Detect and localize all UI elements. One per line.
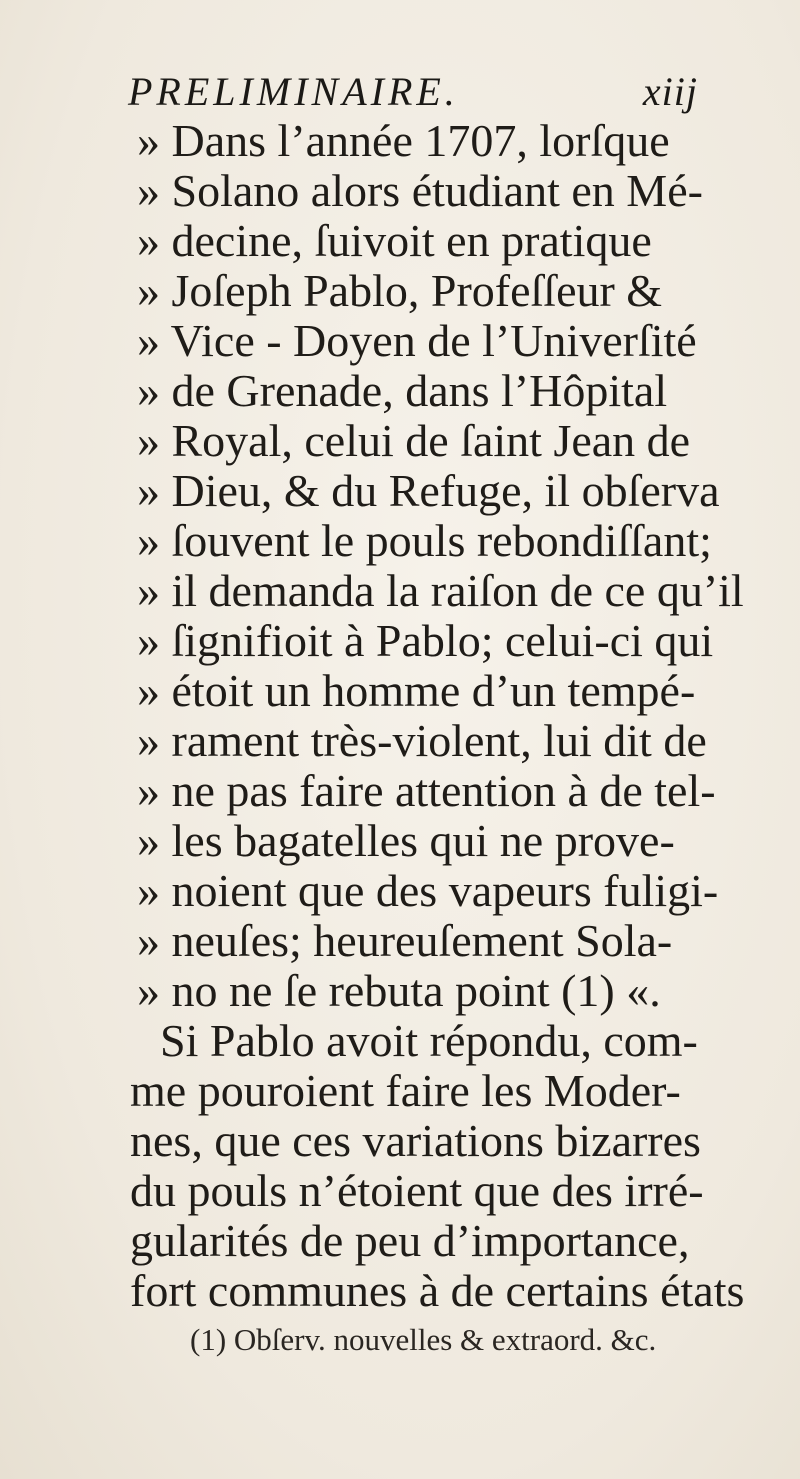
text-line: fort communes à de certains états — [130, 1265, 745, 1316]
text-line: » decine, ſuivoit en pratique — [137, 215, 652, 266]
text-line: » Joſeph Pablo, Profeſſeur & — [137, 265, 663, 316]
text-line: gularités de peu d’importance, — [130, 1215, 690, 1266]
text-line: » Dieu, & du Refuge, il obſerva — [137, 465, 720, 516]
text-line: » ne pas faire attention à de tel- — [137, 765, 716, 816]
text-line: » les bagatelles qui ne prove- — [137, 815, 675, 866]
text-line: » de Grenade, dans l’Hôpital — [137, 365, 668, 416]
text-line: » il demanda la raiſon de ce qu’il — [137, 565, 744, 616]
text-line: » Vice - Doyen de l’Univerſité — [137, 315, 697, 366]
text-line: » no ne ſe rebuta point (1) «. — [137, 965, 661, 1016]
text-line: » noient que des vapeurs fuligi- — [137, 865, 719, 916]
text-line: » neuſes; heureuſement Sola- — [137, 915, 673, 966]
text-line: du pouls n’étoient que des irré- — [130, 1165, 704, 1216]
page-number: xiij — [642, 69, 698, 114]
text-line: Si Pablo avoit répondu, com- — [160, 1015, 698, 1066]
text-line: » rament très-violent, lui dit de — [137, 715, 707, 766]
text-line: » Solano alors étudiant en Mé- — [137, 165, 703, 216]
text-line: » Dans l’année 1707, lorſque — [137, 115, 670, 166]
text-line: » Royal, celui de ſaint Jean de — [137, 415, 691, 466]
text-line: » ſouvent le pouls rebondiſſant; — [137, 515, 712, 566]
text-line: me pouroient faire les Moder- — [130, 1065, 681, 1116]
running-title: PRELIMINAIRE. — [128, 69, 459, 114]
running-head — [128, 68, 698, 115]
footnote: (1) Obſerv. nouvelles & extraord. &c. — [190, 1322, 657, 1357]
text-line: » ſignifioit à Pablo; celui-ci qui — [137, 615, 714, 666]
text-line: » étoit un homme d’un tempé- — [137, 665, 696, 716]
text-line: nes, que ces variations bizarres — [130, 1115, 701, 1166]
